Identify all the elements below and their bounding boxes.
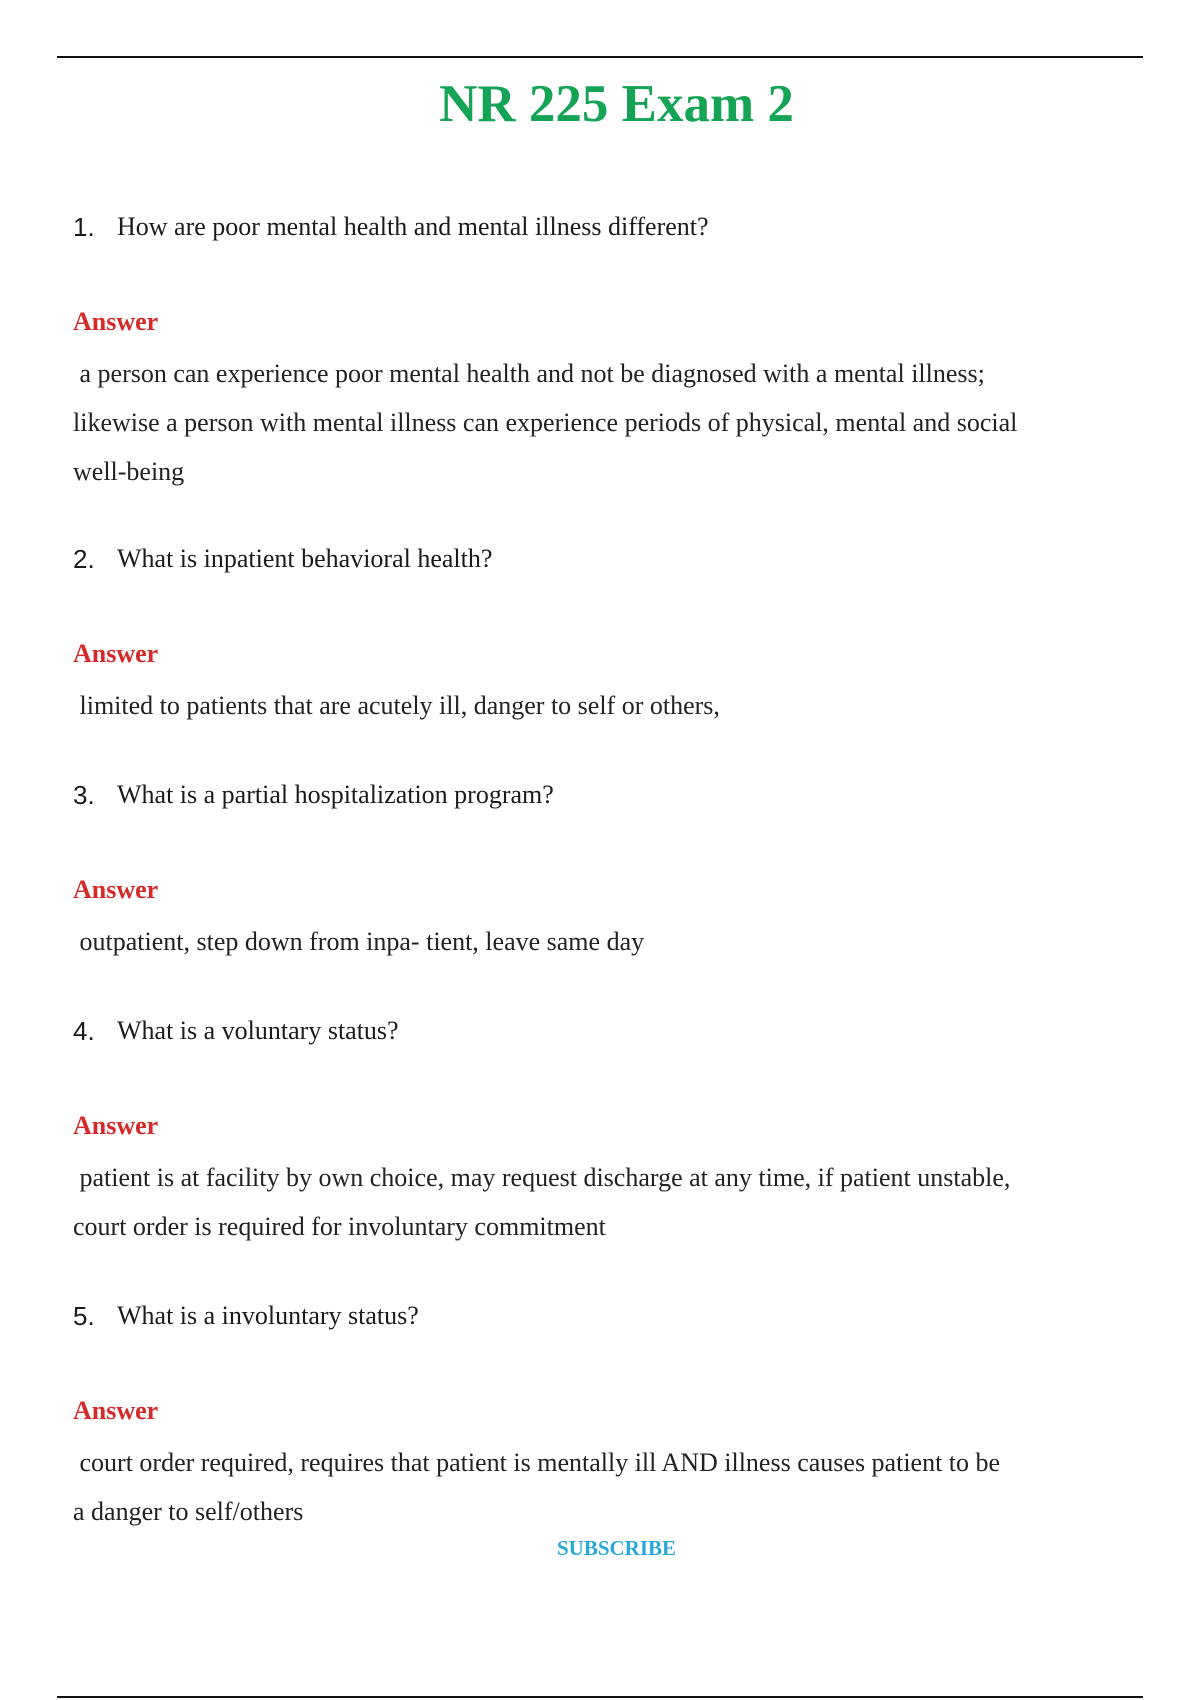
qa-item-5 — [73, 1296, 1113, 1536]
qa-item-2 — [73, 539, 1113, 730]
question-text: How are poor mental health and mental illness different? — [117, 212, 709, 241]
top-rule — [57, 56, 1143, 58]
answer-text: court order required, requires that patient is mentally ill AND illness causes patient to be a danger to self/others — [73, 1448, 1001, 1526]
question — [73, 207, 1113, 247]
answer-label: Answer — [73, 1396, 159, 1425]
answer-text: outpatient, step down from inpa- tient, leave same day — [73, 927, 645, 956]
question-number: 5. — [73, 1301, 95, 1331]
answer-label: Answer — [73, 1111, 159, 1140]
question-text: What is a partial hospitalization program? — [117, 780, 554, 809]
answer-text: a person can experience poor mental health and not be diagnosed with a mental illness; likewise a person with mental illness can experience periods of physical, mental and social well-being — [73, 359, 1018, 486]
question-number: 1. — [73, 212, 95, 242]
question — [73, 539, 1113, 579]
qa-item-4 — [73, 1011, 1113, 1251]
question-text: What is inpatient behavioral health? — [117, 544, 493, 573]
question — [73, 1296, 1113, 1336]
bottom-rule — [57, 1696, 1143, 1698]
document-title: NR 225 Exam 2 — [439, 75, 794, 133]
answer-text: patient is at facility by own choice, may request discharge at any time, if patient unstable, court order is required for involuntary commitment — [73, 1163, 1011, 1241]
question — [73, 775, 1113, 815]
question — [73, 1011, 1113, 1051]
question-number: 4. — [73, 1016, 95, 1046]
qa-item-1 — [73, 207, 1113, 496]
answer-label: Answer — [73, 307, 159, 336]
subscribe-link[interactable]: SUBSCRIBE — [556, 1536, 677, 1560]
question-text: What is a voluntary status? — [117, 1016, 399, 1045]
question-number: 2. — [73, 544, 95, 574]
answer-text: limited to patients that are acutely ill, danger to self or others, — [73, 691, 720, 720]
question-text: What is a involuntary status? — [117, 1301, 419, 1330]
question-number: 3. — [73, 780, 95, 810]
answer-label: Answer — [73, 639, 159, 668]
qa-item-3 — [73, 775, 1113, 966]
answer-label: Answer — [73, 875, 159, 904]
